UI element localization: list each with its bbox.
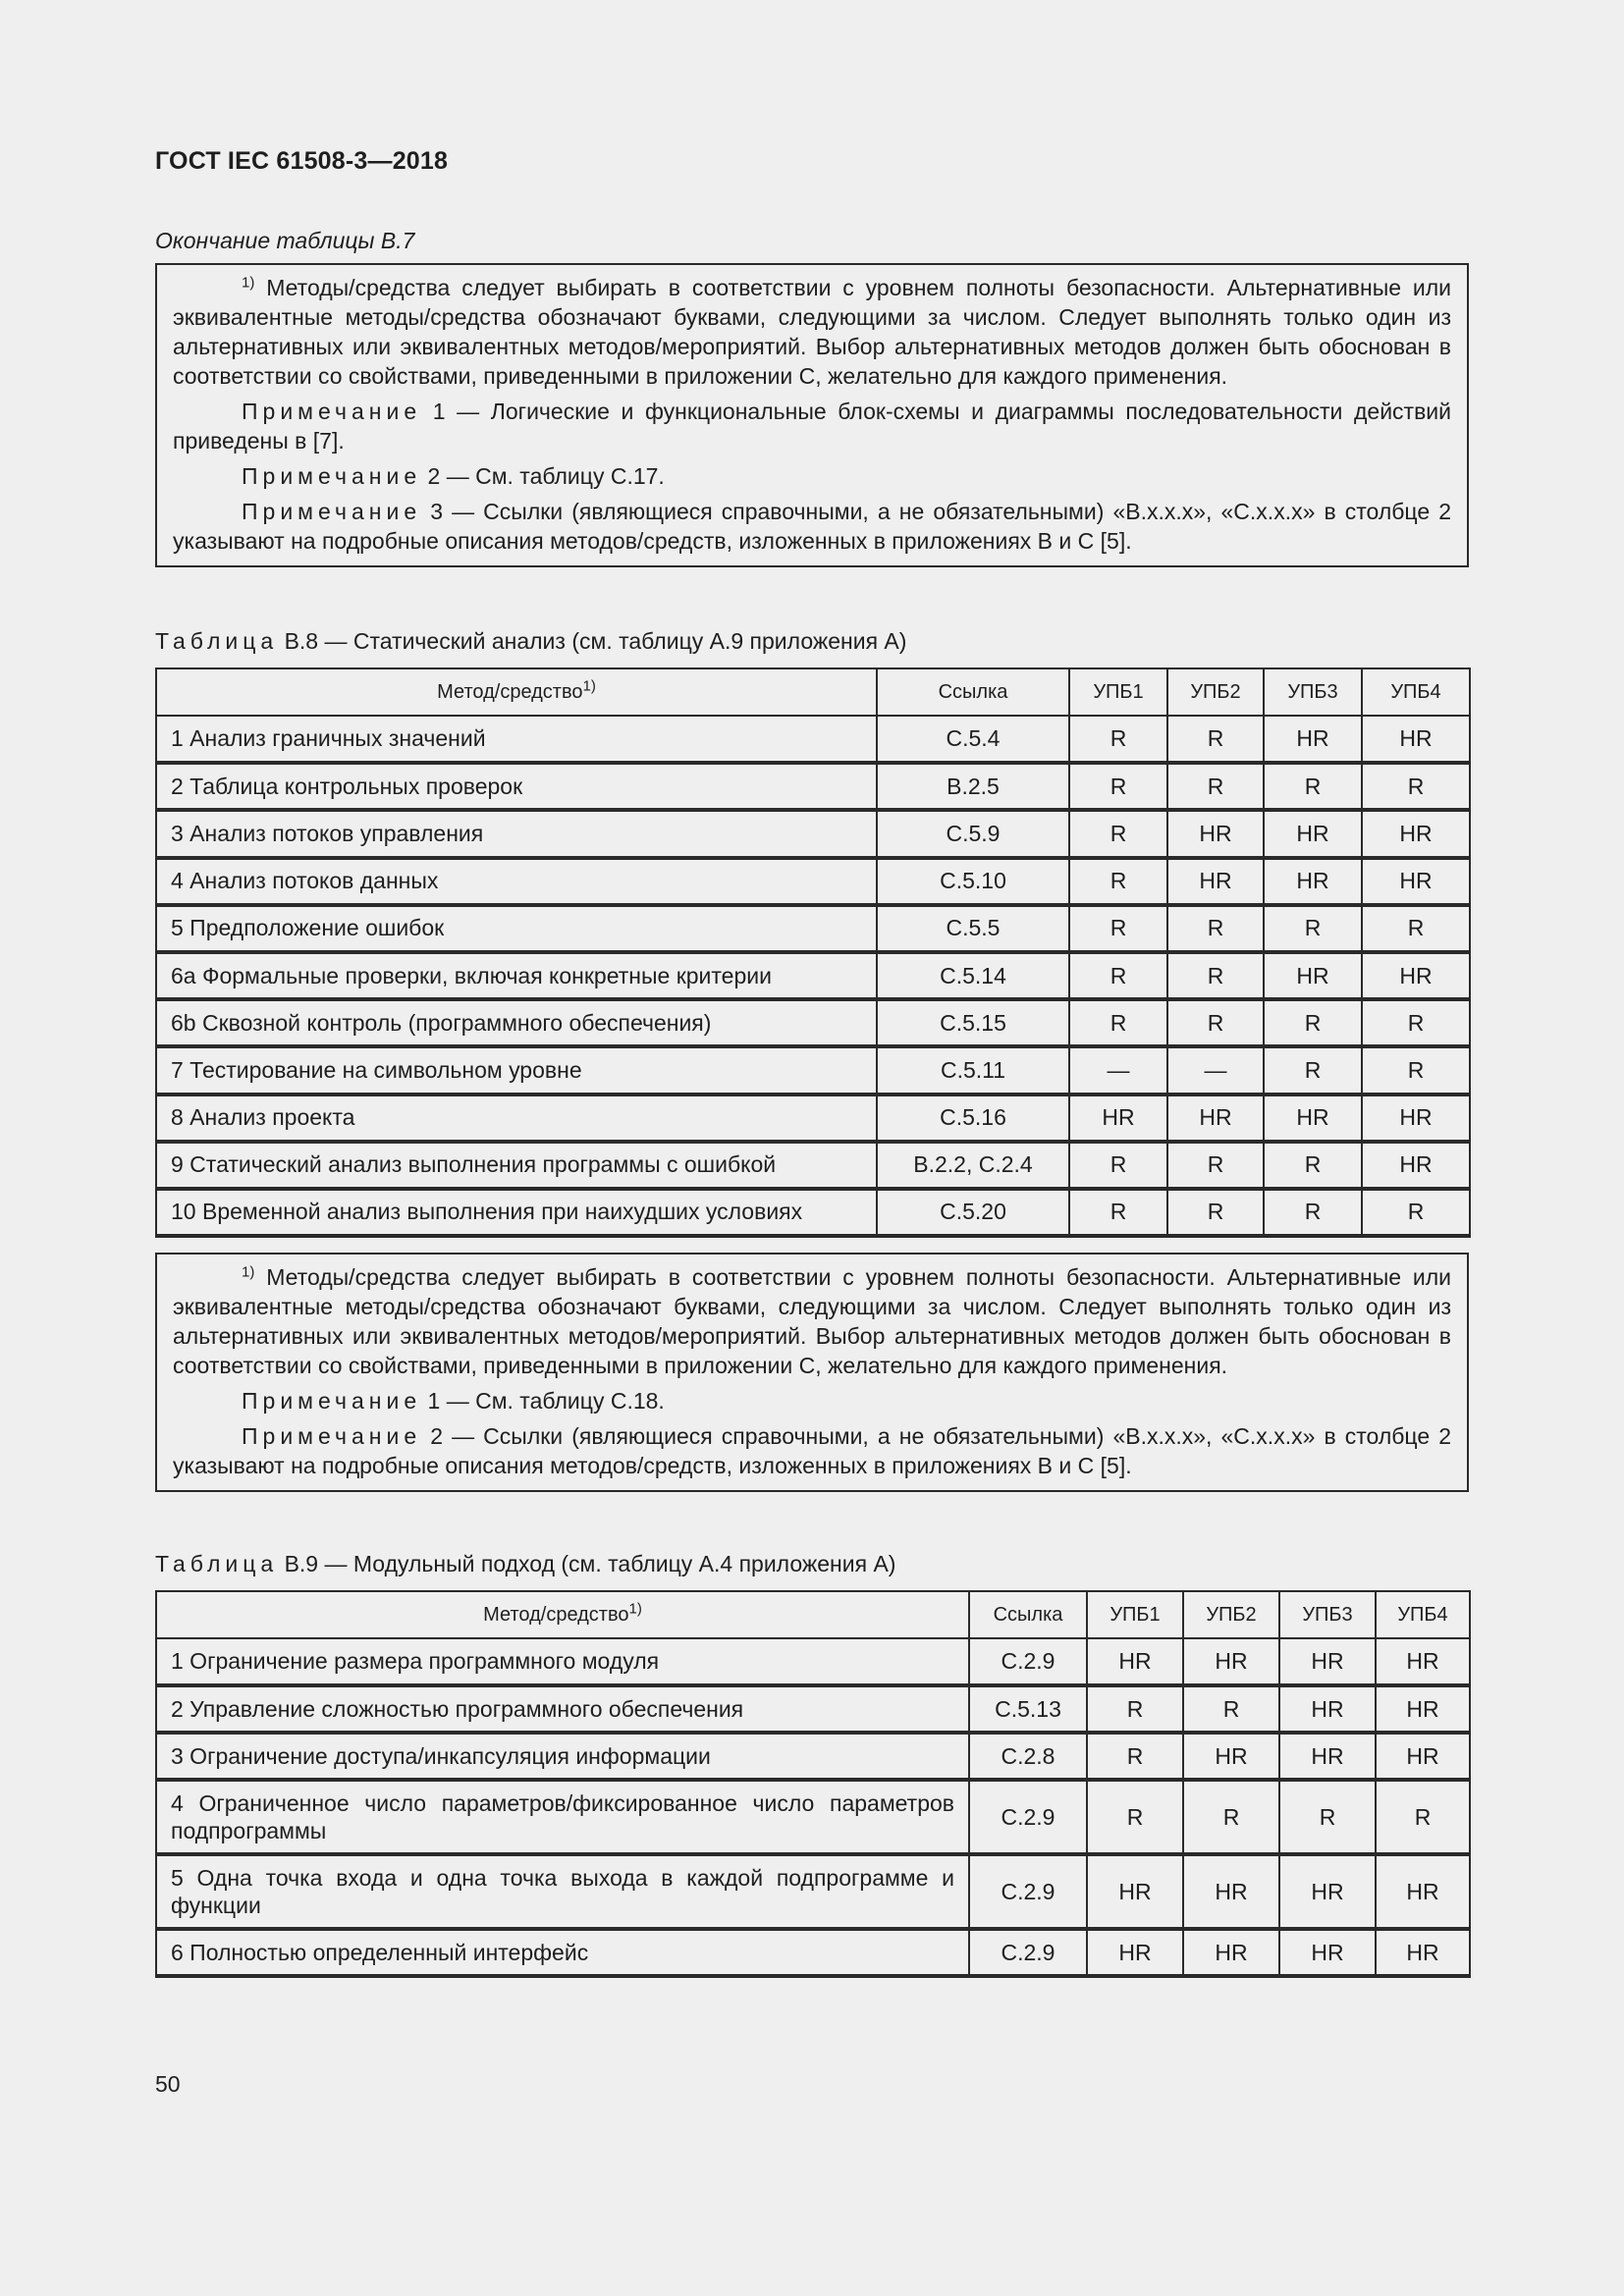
sil4-cell: R: [1362, 763, 1470, 810]
footnote-1-text: Методы/средства следует выбирать в соответствии с уровнем полноты безопасности. Альтернативные или эквивалентные методы/средства обозначают буквами, следующими за числом. Следует выполнять только один из альтернативных или эквивалентных методов/мероприятий. Выбор альтернативных методов должен быть обоснован в соответствии со свойствами, приведенными в приложении С, желательно для каждого применения.: [173, 275, 1451, 389]
table-header-row: [156, 1591, 1470, 1638]
footnote-box-b8: [155, 1253, 1469, 1492]
reference-cell: В.2.5: [877, 763, 1069, 810]
header-sil4: УПБ4: [1376, 1591, 1470, 1638]
sil1-cell: HR: [1087, 1854, 1183, 1929]
method-cell: 5 Предположение ошибок: [156, 905, 877, 952]
sil3-cell: R: [1264, 763, 1362, 810]
sil1-cell: R: [1069, 763, 1167, 810]
table-row: [156, 952, 1470, 999]
sil2-cell: R: [1167, 905, 1264, 952]
sil1-cell: R: [1069, 858, 1167, 905]
method-cell: 4 Ограниченное число параметров/фиксированное число параметров подпрограммы: [156, 1780, 969, 1854]
method-cell: 3 Анализ потоков управления: [156, 810, 877, 857]
method-cell: 2 Таблица контрольных проверок: [156, 763, 877, 810]
table-row: [156, 1929, 1470, 1976]
note-1: Примечание 1 — См. таблицу С.18.: [242, 1388, 665, 1414]
sil1-cell: R: [1069, 905, 1167, 952]
reference-cell: С.2.9: [969, 1929, 1087, 1976]
table-row: [156, 1854, 1470, 1929]
table-row: [156, 905, 1470, 952]
sil3-cell: R: [1279, 1780, 1376, 1854]
page-number: 50: [155, 2071, 181, 2097]
table-b9-caption: [155, 1551, 895, 1577]
header-reference: Ссылка: [969, 1591, 1087, 1638]
footnote-1-text: Методы/средства следует выбирать в соответствии с уровнем полноты безопасности. Альтернативные или эквивалентные методы/средства обозначают буквами, следующими за числом. Следует выполнять только один из альтернативных или эквивалентных методов/мероприятий. Выбор альтернативных методов должен быть обоснован в соответствии со свойствами, приведенными в приложении С, желательно для каждого применения.: [173, 1264, 1451, 1378]
header-reference: Ссылка: [877, 668, 1069, 716]
sil2-cell: HR: [1183, 1638, 1279, 1685]
sil2-cell: —: [1167, 1046, 1264, 1094]
sil3-cell: R: [1264, 1189, 1362, 1236]
sil2-cell: HR: [1183, 1854, 1279, 1929]
reference-cell: С.2.8: [969, 1733, 1087, 1780]
table-row: [156, 1638, 1470, 1685]
header-sil3: УПБ3: [1279, 1591, 1376, 1638]
header-method: Метод/средство$^{1)}$: [156, 668, 877, 716]
sil3-cell: HR: [1264, 716, 1362, 763]
method-cell: 2 Управление сложностью программного обеспечения: [156, 1685, 969, 1733]
footnote-text: $^{1)}$ Методы/средства следует выбирать в соответствии с уровнем полноты безопасности. Альтернативные или эквивалентные методы/средства обозначают буквами, следующими за числом. Следует выполнять только один из альтернативных или эквивалентных методов/мероприятий. Выбор альтернативных методов должен быть обоснован в соответствии со свойствами, приведенными в приложении С, желательно для каждого применения.: [173, 1263, 1451, 1378]
sil1-cell: R: [1087, 1685, 1183, 1733]
sil1-cell: HR: [1069, 1095, 1167, 1142]
table-label: Таблица: [155, 628, 279, 654]
method-cell: 9 Статический анализ выполнения программы с ошибкой: [156, 1142, 877, 1189]
document-header: ГОСТ IEC 61508-3—2018: [155, 147, 449, 175]
sil3-cell: HR: [1264, 810, 1362, 857]
method-cell: 6 Полностью определенный интерфейс: [156, 1929, 969, 1976]
sil3-cell: R: [1264, 1142, 1362, 1189]
reference-cell: С.5.9: [877, 810, 1069, 857]
reference-cell: С.2.9: [969, 1854, 1087, 1929]
sil2-cell: HR: [1183, 1733, 1279, 1780]
sil4-cell: HR: [1362, 810, 1470, 857]
sil1-cell: R: [1087, 1733, 1183, 1780]
sil3-cell: HR: [1279, 1685, 1376, 1733]
table-row: [156, 716, 1470, 763]
sil3-cell: HR: [1279, 1733, 1376, 1780]
table-row: [156, 999, 1470, 1046]
sil2-cell: R: [1167, 716, 1264, 763]
sil1-cell: HR: [1087, 1638, 1183, 1685]
sil3-cell: HR: [1279, 1929, 1376, 1976]
sil4-cell: R: [1362, 999, 1470, 1046]
reference-cell: С.5.5: [877, 905, 1069, 952]
note-3: Примечание 3 — Ссылки (являющиеся справочными, а не обязательными) «В.х.х.х», «С.х.х.х» в столбце 2 указывают на подробные описания методов/средств, изложенных в приложениях В и С [5].: [173, 499, 1451, 554]
header-sil3: УПБ3: [1264, 668, 1362, 716]
method-cell: 8 Анализ проекта: [156, 1095, 877, 1142]
table-label: Таблица: [155, 1551, 279, 1576]
sil4-cell: HR: [1362, 716, 1470, 763]
sil3-cell: HR: [1279, 1638, 1376, 1685]
table-header-row: [156, 668, 1470, 716]
sil4-cell: HR: [1376, 1929, 1470, 1976]
sil4-cell: HR: [1376, 1638, 1470, 1685]
reference-cell: С.5.11: [877, 1046, 1069, 1094]
sil4-cell: R: [1362, 905, 1470, 952]
sil4-cell: HR: [1362, 1142, 1470, 1189]
table-row: [156, 1142, 1470, 1189]
sil3-cell: HR: [1264, 1095, 1362, 1142]
header-sil2: УПБ2: [1167, 668, 1264, 716]
method-cell: 10 Временной анализ выполнения при наихудших условиях: [156, 1189, 877, 1236]
sil3-cell: R: [1264, 1046, 1362, 1094]
sil1-cell: R: [1069, 999, 1167, 1046]
header-sil1: УПБ1: [1069, 668, 1167, 716]
sil2-cell: R: [1167, 763, 1264, 810]
table-b8: [155, 667, 1471, 1238]
footnote-text: $^{1)}$ Методы/средства следует выбирать в соответствии с уровнем полноты безопасности. Альтернативные или эквивалентные методы/средства обозначают буквами, следующими за числом. Следует выполнять только один из альтернативных или эквивалентных методов/мероприятий. Выбор альтернативных методов должен быть обоснован в соответствии со свойствами, приведенными в приложении С, желательно для каждого применения.: [173, 274, 1451, 389]
table-row: [156, 1095, 1470, 1142]
sil1-cell: R: [1069, 1189, 1167, 1236]
sil1-cell: R: [1087, 1780, 1183, 1854]
sil1-cell: R: [1069, 1142, 1167, 1189]
reference-cell: С.2.9: [969, 1638, 1087, 1685]
method-cell: 3 Ограничение доступа/инкапсуляция информации: [156, 1733, 969, 1780]
note-2: Примечание 2 — См. таблицу С.17.: [242, 463, 665, 489]
sil4-cell: R: [1362, 1046, 1470, 1094]
sil2-cell: HR: [1167, 858, 1264, 905]
sil3-cell: HR: [1264, 952, 1362, 999]
reference-cell: С.5.10: [877, 858, 1069, 905]
sil2-cell: HR: [1167, 1095, 1264, 1142]
table-row: [156, 763, 1470, 810]
table-continuation-caption: Окончание таблицы В.7: [155, 228, 415, 253]
header-method: Метод/средство$^{1)}$: [156, 1591, 969, 1638]
table-row: [156, 1046, 1470, 1094]
reference-cell: С.5.13: [969, 1685, 1087, 1733]
sil2-cell: R: [1167, 952, 1264, 999]
table-title: В.8 — Статический анализ (см. таблицу А.9 приложения А): [284, 628, 907, 654]
sil1-cell: HR: [1087, 1929, 1183, 1976]
sil2-cell: R: [1183, 1685, 1279, 1733]
table-row: [156, 1733, 1470, 1780]
method-cell: 4 Анализ потоков данных: [156, 858, 877, 905]
sil4-cell: HR: [1376, 1685, 1470, 1733]
note-1: Примечание 1 — Логические и функциональные блок-схемы и диаграммы последовательности действий приведены в [7].: [173, 399, 1451, 454]
sil3-cell: HR: [1279, 1854, 1376, 1929]
sil1-cell: —: [1069, 1046, 1167, 1094]
sil2-cell: HR: [1167, 810, 1264, 857]
header-sil2: УПБ2: [1183, 1591, 1279, 1638]
table-row: [156, 1685, 1470, 1733]
table-row: [156, 1189, 1470, 1236]
sil4-cell: HR: [1376, 1733, 1470, 1780]
sil4-cell: HR: [1362, 952, 1470, 999]
sil4-cell: R: [1362, 1189, 1470, 1236]
sil4-cell: HR: [1362, 1095, 1470, 1142]
sil2-cell: R: [1167, 1189, 1264, 1236]
reference-cell: В.2.2, С.2.4: [877, 1142, 1069, 1189]
note-2: Примечание 2 — Ссылки (являющиеся справочными, а не обязательными) «В.х.х.х», «С.х.х.х» в столбце 2 указывают на подробные описания методов/средств, изложенных в приложениях В и С [5].: [173, 1423, 1451, 1478]
method-cell: 1 Анализ граничных значений: [156, 716, 877, 763]
sil4-cell: HR: [1376, 1854, 1470, 1929]
table-row: [156, 810, 1470, 857]
sil3-cell: R: [1264, 999, 1362, 1046]
footnote-box-b7: [155, 263, 1469, 567]
header-sil1: УПБ1: [1087, 1591, 1183, 1638]
method-cell: 6a Формальные проверки, включая конкретные критерии: [156, 952, 877, 999]
sil4-cell: HR: [1362, 858, 1470, 905]
method-cell: 7 Тестирование на символьном уровне: [156, 1046, 877, 1094]
sil2-cell: R: [1167, 999, 1264, 1046]
reference-cell: С.2.9: [969, 1780, 1087, 1854]
reference-cell: С.5.20: [877, 1189, 1069, 1236]
table-title: В.9 — Модульный подход (см. таблицу А.4 приложения А): [284, 1551, 896, 1576]
sil4-cell: R: [1376, 1780, 1470, 1854]
method-cell: 5 Одна точка входа и одна точка выхода в каждой подпрограмме и функции: [156, 1854, 969, 1929]
reference-cell: С.5.14: [877, 952, 1069, 999]
sil1-cell: R: [1069, 716, 1167, 763]
reference-cell: С.5.15: [877, 999, 1069, 1046]
table-b8-caption: [155, 628, 906, 655]
table-row: [156, 1780, 1470, 1854]
sil3-cell: HR: [1264, 858, 1362, 905]
sil1-cell: R: [1069, 952, 1167, 999]
sil1-cell: R: [1069, 810, 1167, 857]
reference-cell: С.5.4: [877, 716, 1069, 763]
method-cell: 1 Ограничение размера программного модуля: [156, 1638, 969, 1685]
reference-cell: С.5.16: [877, 1095, 1069, 1142]
sil2-cell: R: [1167, 1142, 1264, 1189]
sil2-cell: HR: [1183, 1929, 1279, 1976]
sil3-cell: R: [1264, 905, 1362, 952]
table-row: [156, 858, 1470, 905]
method-cell: 6b Сквозной контроль (программного обеспечения): [156, 999, 877, 1046]
table-b9: [155, 1590, 1471, 1978]
sil2-cell: R: [1183, 1780, 1279, 1854]
header-sil4: УПБ4: [1362, 668, 1470, 716]
